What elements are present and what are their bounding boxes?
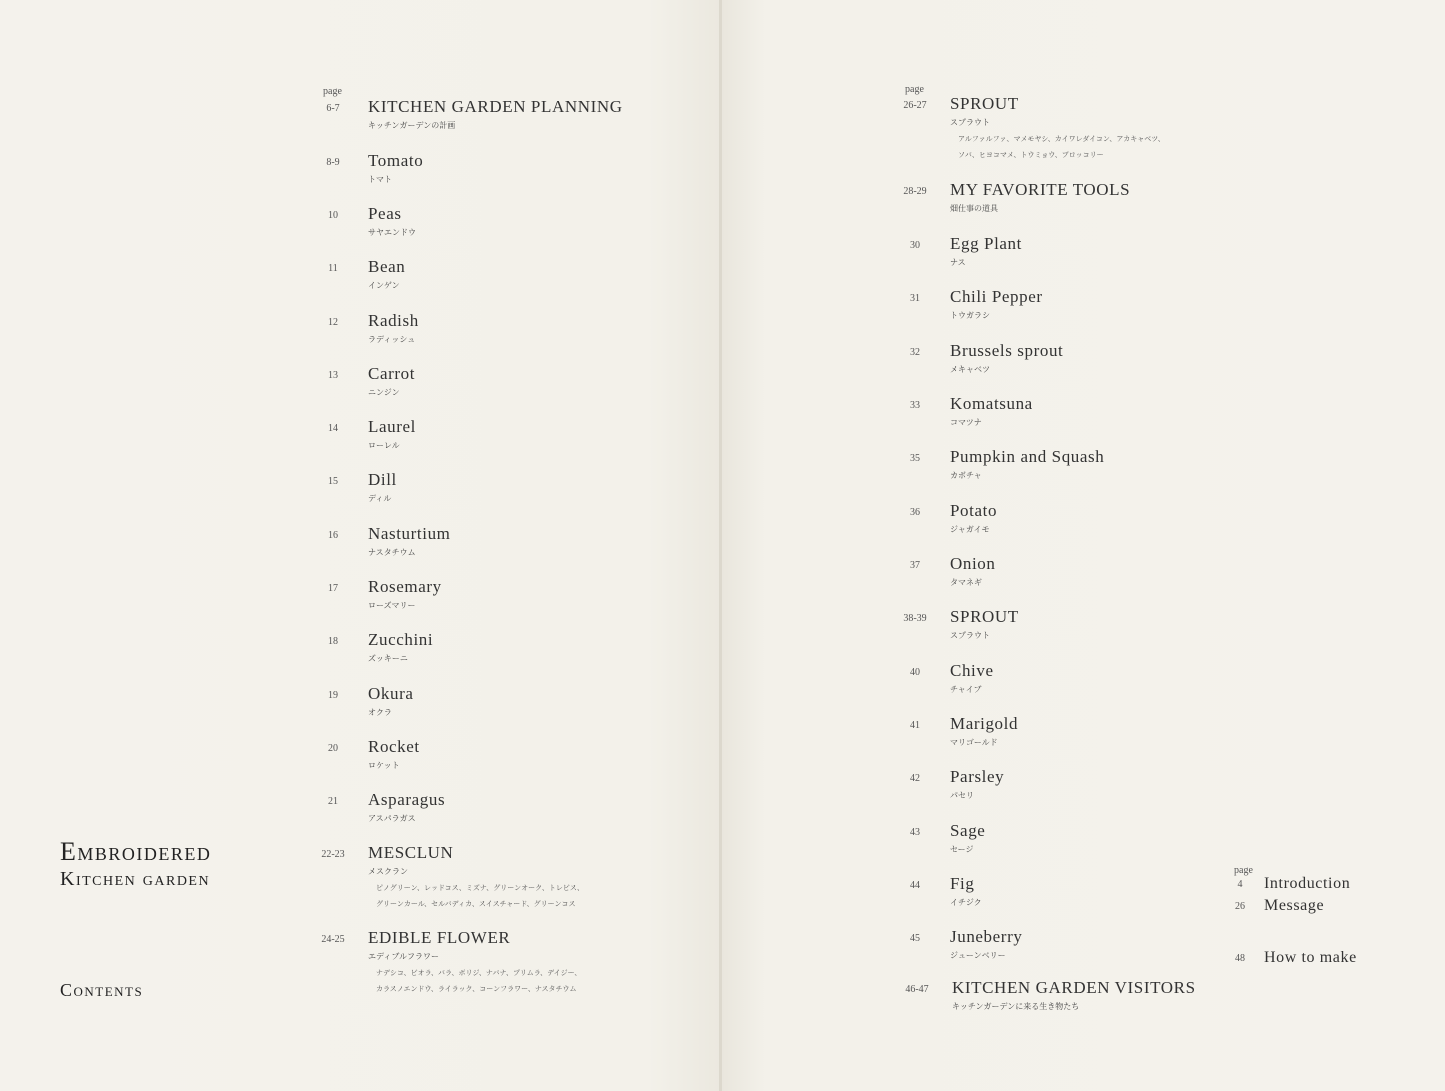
toc-title: Message (1264, 897, 1325, 914)
toc-title: Juneberry (950, 927, 1023, 946)
toc-title: How to make (1264, 949, 1357, 966)
toc-entry[interactable] (321, 843, 928, 911)
toc-title-jp: キッチンガーデンの計画 (368, 121, 456, 130)
toc-title: Potato (950, 501, 998, 520)
toc-page-number: 17 (328, 583, 338, 594)
toc-entry[interactable] (903, 180, 1445, 214)
toc-page-number: 6-7 (326, 103, 340, 114)
toc-title: Onion (950, 554, 996, 573)
toc-page-number: 13 (328, 370, 338, 381)
toc-subitems-line1: ピノグリーン、レッドコス、ミズナ、グリーンオーク、トレビス、 (376, 884, 585, 892)
toc-title-jp: オクラ (368, 708, 392, 717)
toc-title: SPROUT (950, 94, 1019, 113)
toc-subitems-line1: ナデシコ、ビオラ、バラ、ボリジ、ナバナ、プリムラ、デイジー、 (376, 969, 582, 977)
toc-title: MESCLUN (368, 843, 454, 862)
toc-title: Chive (950, 661, 994, 680)
toc-title: Marigold (950, 714, 1019, 733)
toc-title-jp: ズッキーニ (368, 654, 408, 663)
toc-page-number: 31 (910, 293, 920, 304)
toc-title-jp: ローズマリー (368, 601, 416, 610)
toc-page-number: 19 (328, 690, 338, 701)
toc-title-jp: メスクラン (368, 867, 408, 876)
toc-entry[interactable] (326, 151, 928, 185)
toc-entry[interactable] (910, 234, 1445, 268)
book-title (60, 838, 211, 892)
toc-entry[interactable] (328, 790, 928, 824)
toc-page-number: 24-25 (321, 934, 345, 945)
toc-page-number: 11 (328, 263, 338, 274)
toc-title-jp: スプラウト (950, 631, 990, 640)
page-label-extra: page (1234, 865, 1253, 876)
toc-title: Egg Plant (950, 234, 1022, 253)
page-label-right: page (905, 84, 924, 95)
toc-page-number: 8-9 (326, 157, 340, 168)
toc-subitems-line2: ソバ、ヒヨコマメ、トウミョウ、ブロッコリー (958, 151, 1104, 159)
toc-title-jp: エディブルフラワー (368, 952, 440, 961)
toc-title-jp: ラディッシュ (368, 335, 416, 344)
book-title-line2: Kitchen garden (60, 868, 211, 890)
toc-title-jp: ローレル (368, 441, 400, 450)
toc-entry[interactable] (910, 341, 1445, 375)
toc-title-jp: マリゴールド (950, 738, 998, 747)
toc-title: Introduction (1264, 875, 1351, 892)
toc-title-jp: スプラウト (950, 118, 990, 127)
toc-entry[interactable] (328, 364, 928, 398)
toc-title: Laurel (368, 417, 416, 436)
toc-subitems-line2: グリーンカール、セルバディカ、スイスチャード、グリーンコス (376, 900, 576, 908)
toc-title-jp: ジャガイモ (950, 525, 990, 534)
toc-entry[interactable] (321, 928, 928, 996)
toc-entry[interactable] (910, 394, 1445, 428)
toc-title: MY FAVORITE TOOLS (950, 180, 1131, 199)
toc-title-jp: メキャベツ (950, 365, 990, 374)
toc-title: Radish (368, 311, 419, 330)
toc-page-number: 21 (328, 796, 338, 807)
toc-page-number: 44 (910, 880, 920, 891)
toc-page-number: 26-27 (903, 100, 927, 111)
toc-title: Carrot (368, 364, 416, 383)
toc-page-number: 36 (910, 507, 920, 518)
toc-title-jp: チャイブ (950, 685, 982, 694)
toc-title: Parsley (950, 767, 1005, 786)
toc-title-jp: ニンジン (368, 388, 400, 397)
toc-title-jp: キッチンガーデンに来る生き物たち (952, 1002, 1080, 1011)
toc-page-number: 15 (328, 476, 338, 487)
toc-title: EDIBLE FLOWER (368, 928, 511, 947)
toc-entry[interactable] (328, 577, 928, 611)
toc-page-number: 16 (328, 530, 338, 541)
toc-page-number: 48 (1235, 953, 1245, 964)
toc-title-jp: ジューンベリー (950, 951, 1006, 960)
toc-title: Bean (368, 257, 406, 276)
toc-entry[interactable] (910, 287, 1445, 321)
toc-page-number: 10 (328, 210, 338, 221)
toc-title-jp: アスパラガス (368, 814, 416, 823)
toc-entry[interactable] (328, 417, 928, 451)
toc-title-jp: インゲン (368, 281, 400, 290)
toc-entry[interactable] (328, 737, 928, 771)
toc-title: Pumpkin and Squash (950, 447, 1105, 466)
toc-title: Komatsuna (950, 394, 1033, 413)
toc-title-jp: ディル (368, 494, 392, 503)
book-title-line1: Embroidered (60, 837, 212, 866)
toc-entry[interactable] (910, 501, 1445, 535)
toc-entry[interactable] (903, 607, 1445, 641)
toc-page-number: 33 (910, 400, 920, 411)
toc-subitems-line1: アルファルファ、マメモヤシ、カイワレダイコン、アカキャベツ、 (958, 135, 1165, 143)
toc-page-number: 40 (910, 667, 920, 678)
toc-entry[interactable] (328, 257, 928, 291)
toc-title: Fig (950, 874, 975, 893)
toc-title-jp: ナス (950, 258, 966, 267)
toc-title-jp: パセリ (950, 791, 974, 800)
toc-page-number: 12 (328, 317, 338, 328)
toc-entry[interactable] (328, 684, 928, 718)
toc-title: Asparagus (368, 790, 446, 809)
toc-title: KITCHEN GARDEN VISITORS (952, 978, 1196, 997)
toc-title-jp: 畑仕事の道具 (950, 204, 998, 213)
contents-label: Contents (60, 980, 144, 1000)
toc-page-number: 20 (328, 743, 338, 754)
toc-title: Rocket (368, 737, 420, 756)
toc-title-jp: トウガラシ (950, 311, 990, 320)
toc-page-number: 30 (910, 240, 920, 251)
toc-page-number: 4 (1237, 879, 1243, 890)
toc-entry[interactable] (328, 524, 928, 558)
toc-entry[interactable] (328, 470, 928, 504)
toc-title: Tomato (368, 151, 424, 170)
toc-page-number: 38-39 (903, 613, 927, 624)
toc-title: SPROUT (950, 607, 1019, 626)
toc-entry[interactable] (903, 94, 1445, 162)
toc-extra-entry[interactable] (1236, 875, 1436, 893)
toc-extra-entry[interactable] (1236, 897, 1436, 915)
toc-title: Peas (368, 204, 402, 223)
toc-page-number: 22-23 (321, 849, 345, 860)
page-label-left: page (323, 86, 342, 97)
toc-title-jp: セージ (950, 845, 974, 854)
toc-entry[interactable] (328, 204, 928, 238)
toc-page-number: 35 (910, 453, 920, 464)
toc-title: Chili Pepper (950, 287, 1043, 306)
toc-title-jp: トマト (368, 175, 392, 184)
toc-entry[interactable] (905, 978, 1445, 1012)
toc-entry[interactable] (910, 447, 1445, 481)
toc-title-jp: コマツナ (950, 418, 982, 427)
toc-entry[interactable] (326, 97, 928, 131)
toc-page-number: 18 (328, 636, 338, 647)
toc-page-number: 14 (328, 423, 338, 434)
toc-title-jp: タマネギ (950, 578, 982, 587)
toc-page-number: 43 (910, 827, 920, 838)
toc-title: Brussels sprout (950, 341, 1064, 360)
toc-page-number: 46-47 (905, 984, 929, 995)
toc-title-jp: カボチャ (950, 471, 982, 480)
toc-title-jp: ロケット (368, 761, 400, 770)
toc-title: Sage (950, 821, 986, 840)
toc-entry[interactable] (910, 661, 1445, 695)
toc-title: Rosemary (368, 577, 442, 596)
toc-title: Nasturtium (368, 524, 451, 543)
toc-page-number: 37 (910, 560, 920, 571)
toc-page-number: 32 (910, 347, 920, 358)
toc-entry[interactable] (328, 630, 928, 664)
toc-title-jp: イチジク (950, 898, 982, 907)
toc-title-jp: ナスタチウム (368, 548, 416, 557)
toc-subitems-line2: カラスノエンドウ、ライラック、コーンフラワー、ナスタチウム (376, 985, 577, 993)
toc-page-number: 42 (910, 773, 920, 784)
toc-entry[interactable] (910, 767, 1445, 801)
toc-entry[interactable] (910, 821, 1445, 855)
toc-entry[interactable] (328, 311, 928, 345)
toc-title: Okura (368, 684, 414, 703)
toc-title-jp: サヤエンドウ (368, 228, 416, 237)
toc-title: Dill (368, 470, 397, 489)
toc-entry[interactable] (910, 554, 1445, 588)
toc-page-number: 41 (910, 720, 920, 731)
toc-entry[interactable] (910, 714, 1445, 748)
toc-title: KITCHEN GARDEN PLANNING (368, 97, 623, 116)
toc-page-number: 26 (1235, 901, 1245, 912)
toc-extra-entry[interactable] (1236, 949, 1436, 967)
toc-title: Zucchini (368, 630, 434, 649)
toc-page-number: 45 (910, 933, 920, 944)
toc-page-number: 28-29 (903, 186, 927, 197)
